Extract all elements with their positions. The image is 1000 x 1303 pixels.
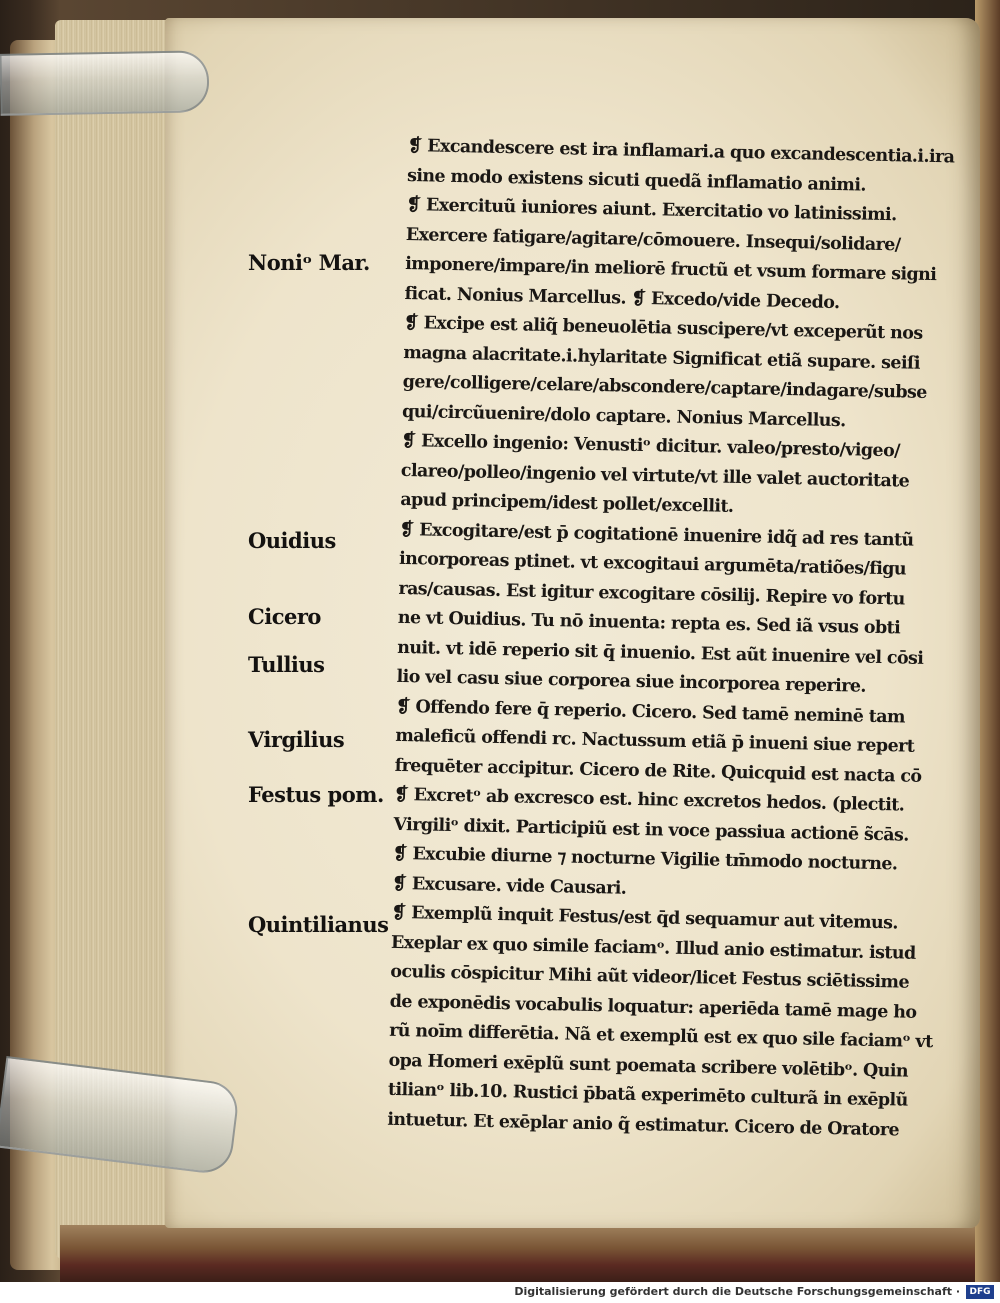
text-line: gere/colligere/celare/abscondere/captare/indagare/subse — [402, 371, 927, 403]
text-line: ras/causas. Est igitur excogitare cōsilij. Repire vo fortu — [398, 578, 905, 610]
text-line: Exercere fatigare/agitare/cōmouere. Insequi/solidare/ — [405, 224, 901, 255]
text-line: nuit. vt idē reperio sit q̄ inuenio. Est aũt inuenire vel cōsi — [396, 637, 924, 669]
margin-note-quintilianus: Quintilianus — [248, 912, 389, 937]
text-line: ❡ Excandescere est ira inflamari.a quo excandescentia.i.ira — [407, 135, 955, 168]
page-holder-clip-top — [0, 50, 210, 116]
text-line: de exponēdis vocabulis loquatur: aperiēda tamē mage ho — [389, 991, 917, 1023]
text-line: frequēter accipitur. Cicero de Rite. Quicquid est nacta cō — [394, 755, 922, 787]
margin-note-tullius: Tullius — [248, 652, 325, 677]
text-line: lio vel casu siue corporea siue incorporea reperire. — [396, 666, 867, 697]
text-line: sine modo existens sicuti quedã inflamatio animi. — [406, 165, 867, 196]
margin-note-virgilius: Virgilius — [248, 727, 345, 752]
text-line: magna alacritate.i.hylaritate Significat etiã supare. seiſi — [403, 342, 921, 374]
text-line: ❡ Excusare. vide Causari. — [392, 873, 627, 899]
cover-board-bottom — [60, 1225, 1000, 1282]
text-line: Virgiliᵒ dixit. Participiũ est in voce passiua actionē s̃cās. — [393, 814, 909, 846]
text-line: rũ noīm differētia. Nã et exemplũ est ex quo sile faciamᵒ vt — [388, 1020, 933, 1053]
margin-note-ouidius: Ouidius — [248, 528, 336, 553]
text-line: incorporeas ptinet. vt excogitaui argumēta/ratiões/figu — [398, 548, 907, 580]
text-line: ❡ Offendo fere q̄ reperio. Cicero. Sed tamē neminē tam — [395, 696, 906, 728]
digitization-footer — [0, 1282, 1000, 1303]
margin-note-nonius: Noniᵒ Mar. — [248, 250, 370, 275]
text-line: ❡ Excubie diurne ⁊ nocturne Vigilie tm̄modo nocturne. — [392, 843, 898, 875]
margin-note-cicero: Cicero — [248, 604, 321, 629]
text-line: imponere/impare/in meliorē fructũ et vsum formare signi — [405, 253, 937, 286]
text-line: ❡ Exercituũ iuniores aiunt. Exercitatio vo latinissimi. — [406, 194, 897, 226]
text-line: qui/circũuenire/dolo captare. Nonius Marcellus. — [401, 401, 846, 431]
text-line: opa Homeri exēplũ sunt poemata scribere volētibᵒ. Quin — [388, 1050, 909, 1082]
text-line: ❡ Excipe est aliq̃ beneuolētia suscipere/vt exceperũt nos — [403, 312, 923, 344]
text-line: ❡ Excogitare/est p̄ cogitationē inuenire idq̃ ad res tantũ — [399, 519, 914, 551]
text-line: ficat. Nonius Marcellus. ❡ Excedo/vide Decedo. — [404, 283, 840, 313]
text-line: ne vt Ouidius. Tu nō inuenta: repta es. Sed iã vsus obti — [397, 607, 901, 639]
text-line: ❡ Excretᵒ ab excresco est. hinc excretos hedos. (plectit. — [393, 784, 905, 816]
text-line: maleficũ offendi rc. Nactussum etiã p̄ inueni siue repert — [395, 725, 915, 757]
text-line: clareo/polleo/ingenio vel virtute/vt ille valet auctoritate — [400, 460, 910, 492]
text-line: tilianᵒ lib.10. Rustici p̄batã experimēto culturã in exēplũ — [387, 1079, 908, 1111]
text-line: intuetur. Et exēplar anio q̃ estimatur. Cicero de Oratore — [387, 1109, 900, 1140]
text-line: Exeplar ex quo simile faciamᵒ. Illud anio estimatur. istud — [390, 932, 916, 964]
text-line: ❡ Exemplũ inquit Festus/est q̄d sequamur aut vitemus. — [391, 902, 899, 934]
text-line: oculis cōspicitur Mihi aũt videor/licet Festus sciētissime — [390, 961, 910, 993]
text-line: ❡ Excello ingenio: Venustiᵒ dicitur. valeo/presto/vigeo/ — [401, 430, 901, 462]
margin-note-festus: Festus pom. — [248, 782, 384, 807]
main-text-column — [387, 132, 963, 1146]
funding-notice: Digitalisierung gefördert durch die Deutsche Forschungsgemeinschaft · — [514, 1285, 960, 1298]
dfg-logo: DFG — [966, 1285, 994, 1299]
text-line: apud principem/idest pollet/excellit. — [400, 489, 734, 517]
